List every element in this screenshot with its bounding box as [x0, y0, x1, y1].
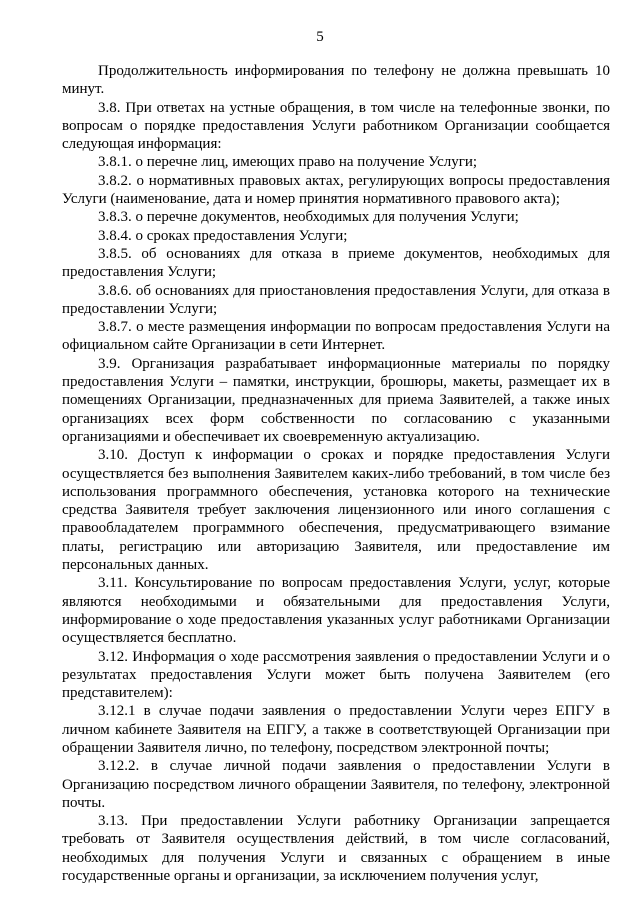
paragraph-3-11: 3.11. Консультирование по вопросам предоставления Услуги, услуг, которые являются необходимыми и обязательными для предоставления Услуги, информирование о ходе предоставления указанных услуг работниками Организации осуществляется бесплатно. — [62, 575, 610, 647]
paragraph-3-12-2: 3.12.2. в случае личной подачи заявления о предоставлении Услуги в Организацию посредством личного обращении Заявителя, по телефону, электронной почты. — [62, 758, 610, 811]
paragraph-3-8-7: 3.8.7. о месте размещения информации по вопросам предоставления Услуги на официальном сайте Организации в сети Интернет. — [62, 319, 610, 354]
paragraph-3-8: 3.8. При ответах на устные обращения, в том числе на телефонные звонки, по вопросам о порядке предоставления Услуги работником Организации сообщается следующая информация: — [62, 99, 610, 153]
document-body — [62, 62, 610, 885]
paragraph-3-8-2: 3.8.2. о нормативных правовых актах, регулирующих вопросы предоставления Услуги (наименование, дата и номер принятия нормативного правового акта); — [62, 172, 610, 208]
paragraph-3-8-1: 3.8.1. о перечне лиц, имеющих право на получение Услуги; — [98, 154, 478, 171]
paragraph-3-10: 3.10. Доступ к информации о сроках и порядке предоставления Услуги осуществляется без выполнения Заявителем каких-либо требований, в том числе без использования программного обеспечения, установка которого на технические средства Заявителя требует заключения лицензионного или иного соглашения с правообладателем программного обеспечения, предусматривающего взимание платы, регистрацию или авторизацию Заявителя, или предоставление им персональных данных. — [62, 447, 610, 574]
paragraph-3-9: 3.9. Организация разрабатывает информационные материалы по порядку предоставления Услуги – памятки, инструкции, брошюры, макеты, размещает их в помещениях Организации, предназначенных для приема Заявителей, а также иных организациях всех форм собственности по согласованию с указанными организациями и обеспечивает их своевременную актуализацию. — [62, 355, 610, 445]
paragraph-3-8-6: 3.8.6. об основаниях для приостановления предоставления Услуги, для отказа в предоставлении Услуги; — [62, 282, 610, 317]
paragraph-3-13: 3.13. При предоставлении Услуги работнику Организации запрещается требовать от Заявителя осуществления действий, в том числе согласований, необходимых для получения Услуги и связанных с обращением в иные государственные органы и организации, за исключением получения услуг, — [62, 813, 610, 885]
page-number: 5 — [316, 29, 324, 45]
paragraph-3-8-5: 3.8.5. об основаниях для отказа в приеме документов, необходимых для предоставления Услуги; — [62, 245, 610, 281]
paragraph-3-12: 3.12. Информация о ходе рассмотрения заявления о предоставлении Услуги и о результатах предоставления Услуги может быть получена Заявителем (его представителем): — [62, 648, 610, 702]
paragraph-3-8-4: 3.8.4. о сроках предоставления Услуги; — [98, 227, 348, 244]
paragraph-3-8-3: 3.8.3. о перечне документов, необходимых для получения Услуги; — [98, 209, 519, 226]
paragraph-3-12-1: 3.12.1 в случае подачи заявления о предоставлении Услуги через ЕПГУ в личном кабинете Заявителя на ЕПГУ, а также в соответствующей Организации при обращении Заявителя лично, по телефону, посредством электронной почты; — [62, 703, 610, 756]
paragraph-informing-duration: Продолжительность информирования по телефону не должна превышать 10 минут. — [62, 63, 610, 98]
